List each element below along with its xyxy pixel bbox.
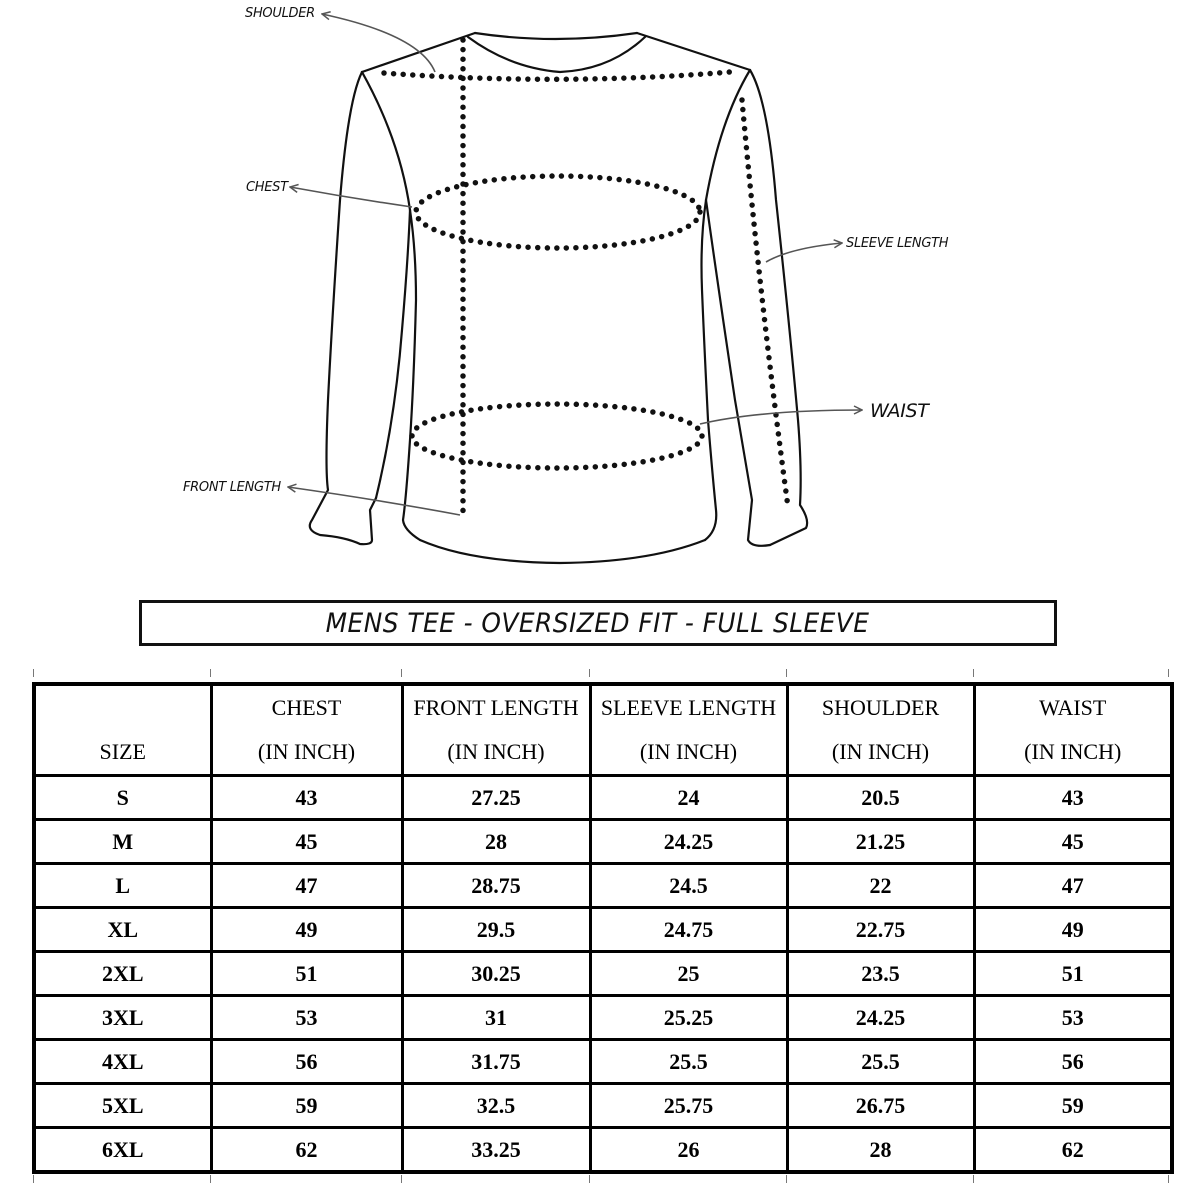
cell-waist: 51	[974, 952, 1172, 996]
chart-title: MENS TEE - OVERSIZED FIT - FULL SLEEVE	[326, 607, 870, 639]
cell-size: M	[34, 820, 211, 864]
cell-sleeve-length: 24.25	[590, 820, 787, 864]
cell-front-length: 30.25	[402, 952, 590, 996]
table-row	[34, 820, 1172, 864]
cell-front-length: 32.5	[402, 1084, 590, 1128]
cell-size: L	[34, 864, 211, 908]
guide-tick	[1168, 1175, 1169, 1183]
cell-shoulder: 20.5	[787, 776, 974, 820]
table-row	[34, 952, 1172, 996]
cell-size: XL	[34, 908, 211, 952]
cell-chest: 56	[211, 1040, 402, 1084]
cell-chest: 51	[211, 952, 402, 996]
table-row	[34, 776, 1172, 820]
cell-size: 5XL	[34, 1084, 211, 1128]
cell-sleeve-length: 24.75	[590, 908, 787, 952]
header-size: SIZE	[34, 684, 211, 776]
guide-tick	[589, 669, 590, 677]
table-row	[34, 908, 1172, 952]
cell-front-length: 31.75	[402, 1040, 590, 1084]
cell-shoulder: 23.5	[787, 952, 974, 996]
cell-shoulder: 24.25	[787, 996, 974, 1040]
guide-tick	[589, 1175, 590, 1183]
cell-size: S	[34, 776, 211, 820]
cell-chest: 62	[211, 1128, 402, 1173]
guide-tick	[1168, 669, 1169, 677]
cell-shoulder: 22	[787, 864, 974, 908]
tshirt-measurement-diagram	[0, 0, 1200, 580]
guide-tick	[786, 1175, 787, 1183]
cell-sleeve-length: 25.5	[590, 1040, 787, 1084]
guide-tick	[210, 669, 211, 677]
table-row	[34, 1128, 1172, 1173]
cell-sleeve-length: 25.25	[590, 996, 787, 1040]
table-row	[34, 1084, 1172, 1128]
guide-tick	[210, 1175, 211, 1183]
cell-waist: 56	[974, 1040, 1172, 1084]
cell-front-length: 28	[402, 820, 590, 864]
cell-sleeve-length: 25	[590, 952, 787, 996]
cell-chest: 59	[211, 1084, 402, 1128]
guide-tick	[401, 1175, 402, 1183]
cell-front-length: 31	[402, 996, 590, 1040]
cell-shoulder: 21.25	[787, 820, 974, 864]
table-header-row	[34, 684, 1172, 776]
cell-shoulder: 25.5	[787, 1040, 974, 1084]
cell-shoulder: 26.75	[787, 1084, 974, 1128]
cell-waist: 53	[974, 996, 1172, 1040]
chest-label: CHEST	[246, 180, 288, 195]
cell-chest: 49	[211, 908, 402, 952]
cell-chest: 53	[211, 996, 402, 1040]
cell-waist: 47	[974, 864, 1172, 908]
cell-chest: 47	[211, 864, 402, 908]
cell-waist: 62	[974, 1128, 1172, 1173]
cell-front-length: 33.25	[402, 1128, 590, 1173]
table-row	[34, 996, 1172, 1040]
cell-chest: 43	[211, 776, 402, 820]
cell-waist: 45	[974, 820, 1172, 864]
header-front-length: FRONT LENGTH (IN INCH)	[402, 684, 590, 776]
guide-tick	[973, 669, 974, 677]
cell-sleeve-length: 24.5	[590, 864, 787, 908]
cell-size: 4XL	[34, 1040, 211, 1084]
cell-front-length: 29.5	[402, 908, 590, 952]
cell-chest: 45	[211, 820, 402, 864]
header-chest: CHEST (IN INCH)	[211, 684, 402, 776]
guide-tick	[786, 669, 787, 677]
header-shoulder: SHOULDER (IN INCH)	[787, 684, 974, 776]
cell-waist: 59	[974, 1084, 1172, 1128]
cell-sleeve-length: 25.75	[590, 1084, 787, 1128]
cell-size: 3XL	[34, 996, 211, 1040]
front-length-label: FRONT LENGTH	[183, 480, 281, 495]
sleeve-length-label: SLEEVE LENGTH	[846, 236, 949, 251]
cell-sleeve-length: 26	[590, 1128, 787, 1173]
header-waist: WAIST (IN INCH)	[974, 684, 1172, 776]
chart-title-banner	[139, 600, 1057, 646]
guide-tick	[33, 1175, 34, 1183]
size-chart-table	[32, 682, 1174, 1174]
cell-size: 2XL	[34, 952, 211, 996]
waist-label: WAIST	[870, 400, 929, 422]
cell-shoulder: 22.75	[787, 908, 974, 952]
guide-tick	[33, 669, 34, 677]
shoulder-label: SHOULDER	[245, 6, 315, 21]
tshirt-outline-icon	[0, 0, 1200, 580]
cell-waist: 49	[974, 908, 1172, 952]
guide-tick	[401, 669, 402, 677]
cell-sleeve-length: 24	[590, 776, 787, 820]
cell-waist: 43	[974, 776, 1172, 820]
cell-front-length: 27.25	[402, 776, 590, 820]
header-sleeve-length: SLEEVE LENGTH (IN INCH)	[590, 684, 787, 776]
table-row	[34, 1040, 1172, 1084]
cell-size: 6XL	[34, 1128, 211, 1173]
cell-shoulder: 28	[787, 1128, 974, 1173]
guide-tick	[973, 1175, 974, 1183]
table-row	[34, 864, 1172, 908]
cell-front-length: 28.75	[402, 864, 590, 908]
